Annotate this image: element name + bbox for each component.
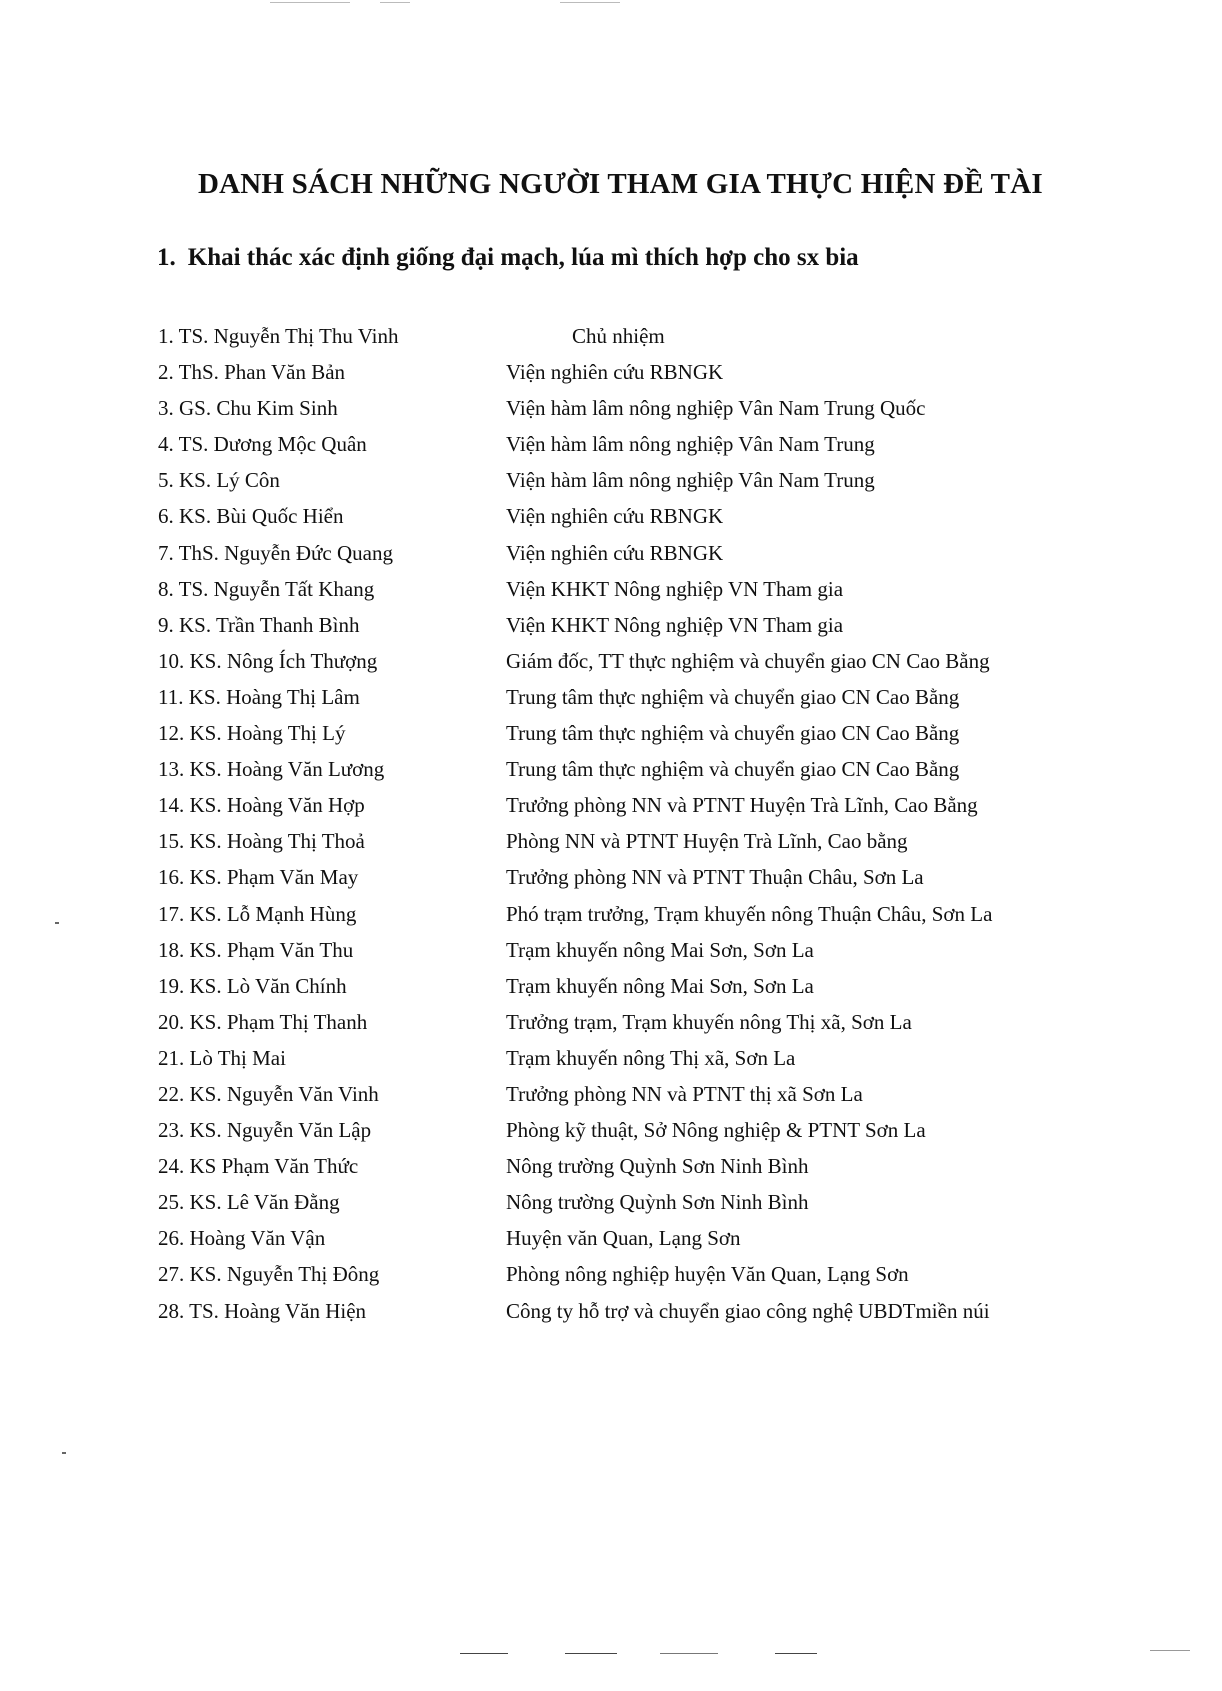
participant-name: 4. TS. Dương Mộc Quân [158, 432, 367, 457]
participant-name: 10. KS. Nông Ích Thượng [158, 648, 378, 673]
participant-row [0, 1220, 1222, 1256]
participant-name: 9. KS. Trần Thanh Bình [158, 612, 360, 637]
participant-role: Viện nghiên cứu RBNGK [506, 504, 724, 529]
participant-name: 8. TS. Nguyễn Tất Khang [158, 576, 375, 601]
participant-role: Trạm khuyến nông Mai Sơn, Sơn La [506, 973, 814, 998]
participant-role: Phòng kỹ thuật, Sở Nông nghiệp & PTNT Sơn La [506, 1118, 926, 1143]
section-number: 1. [157, 244, 176, 271]
participant-role: Trưởng phòng NN và PTNT Thuận Châu, Sơn La [506, 865, 924, 890]
participant-row [0, 1293, 1222, 1329]
participant-row [0, 1256, 1222, 1292]
participant-row [0, 1076, 1222, 1112]
participant-row [0, 896, 1222, 932]
participant-role: Viện nghiên cứu RBNGK [506, 540, 724, 565]
participant-role: Viện KHKT Nông nghiệp VN Tham gia [506, 612, 844, 637]
participant-row [0, 571, 1222, 607]
participant-name: 17. KS. Lỗ Mạnh Hùng [158, 901, 357, 926]
participant-row [0, 1040, 1222, 1076]
participant-name: 11. KS. Hoàng Thị Lâm [158, 684, 360, 709]
participant-name: 23. KS. Nguyễn Văn Lập [158, 1118, 372, 1143]
participant-name: 24. KS Phạm Văn Thức [158, 1154, 359, 1179]
participant-role: Viện KHKT Nông nghiệp VN Tham gia [506, 576, 844, 601]
scan-artifact-bottom [775, 1653, 817, 1654]
participant-row [0, 390, 1222, 426]
participant-name: 26. Hoàng Văn Vận [158, 1226, 326, 1251]
participant-role: Trưởng phòng NN và PTNT Huyện Trà Lĩnh, Cao Bằng [506, 793, 978, 818]
participant-name: 21. Lò Thị Mai [158, 1045, 286, 1070]
participant-name: 2. ThS. Phan Văn Bản [158, 360, 346, 385]
participant-role: Trưởng trạm, Trạm khuyến nông Thị xã, Sơn La [506, 1009, 912, 1034]
participant-role: Viện hàm lâm nông nghiệp Vân Nam Trung [506, 468, 875, 493]
participant-name: 25. KS. Lê Văn Đằng [158, 1190, 340, 1215]
participant-role: Trưởng phòng NN và PTNT thị xã Sơn La [506, 1081, 863, 1106]
participant-name: 20. KS. Phạm Thị Thanh [158, 1009, 368, 1034]
participant-name: 5. KS. Lý Côn [158, 468, 280, 493]
participant-row [0, 1184, 1222, 1220]
scan-artifact-bottom [660, 1653, 718, 1654]
participant-row [0, 932, 1222, 968]
participant-role: Nông trường Quỳnh Sơn Ninh Bình [506, 1154, 809, 1179]
participant-row [0, 823, 1222, 859]
participant-list [0, 318, 1222, 1329]
participant-name: 18. KS. Phạm Văn Thu [158, 937, 354, 962]
participant-name: 7. ThS. Nguyễn Đức Quang [158, 540, 393, 565]
scan-artifact-top [560, 2, 620, 3]
participant-row [0, 426, 1222, 462]
participant-role: Giám đốc, TT thực nghiệm và chuyển giao CN Cao Bằng [506, 648, 990, 673]
participant-role: Trung tâm thực nghiệm và chuyển giao CN Cao Bằng [506, 721, 960, 746]
participant-row [0, 318, 1222, 354]
participant-row [0, 462, 1222, 498]
participant-name: 15. KS. Hoàng Thị Thoả [158, 829, 365, 854]
participant-name: 13. KS. Hoàng Văn Lương [158, 757, 385, 782]
participant-row [0, 607, 1222, 643]
participant-role: Phó trạm trưởng, Trạm khuyến nông Thuận Châu, Sơn La [506, 901, 993, 926]
participant-row [0, 715, 1222, 751]
participant-role: Phòng NN và PTNT Huyện Trà Lĩnh, Cao bằng [506, 829, 908, 854]
participant-row [0, 787, 1222, 823]
scan-artifact-speck [55, 922, 59, 924]
participant-role: Trạm khuyến nông Thị xã, Sơn La [506, 1045, 796, 1070]
participant-role: Trạm khuyến nông Mai Sơn, Sơn La [506, 937, 814, 962]
participant-row [0, 498, 1222, 534]
scan-artifact-top [270, 2, 350, 3]
participant-row [0, 968, 1222, 1004]
participant-role: Trung tâm thực nghiệm và chuyển giao CN Cao Bằng [506, 757, 960, 782]
participant-row [0, 859, 1222, 895]
participant-row [0, 1004, 1222, 1040]
participant-name: 22. KS. Nguyễn Văn Vinh [158, 1081, 379, 1106]
scan-artifact-bottom [1150, 1650, 1190, 1651]
participant-row [0, 1148, 1222, 1184]
participant-name: 28. TS. Hoàng Văn Hiện [158, 1298, 367, 1323]
participant-role: Viện nghiên cứu RBNGK [506, 360, 724, 385]
participant-name: 3. GS. Chu Kim Sinh [158, 396, 338, 421]
participant-role: Nông trường Quỳnh Sơn Ninh Bình [506, 1190, 809, 1215]
scan-artifact-speck [62, 1452, 66, 1454]
participant-role: Huyện văn Quan, Lạng Sơn [506, 1226, 741, 1251]
participant-role: Viện hàm lâm nông nghiệp Vân Nam Trung [506, 432, 875, 457]
participant-role: Chủ nhiệm [572, 324, 665, 348]
participant-role: Viện hàm lâm nông nghiệp Vân Nam Trung Quốc [506, 396, 926, 421]
participant-row [0, 679, 1222, 715]
participant-role: Trung tâm thực nghiệm và chuyển giao CN Cao Bằng [506, 684, 960, 709]
participant-row [0, 1112, 1222, 1148]
participant-name: 14. KS. Hoàng Văn Hợp [158, 793, 365, 818]
participant-name: 1. TS. Nguyễn Thị Thu Vinh [158, 324, 399, 348]
participant-role: Phòng nông nghiệp huyện Văn Quan, Lạng Sơn [506, 1262, 909, 1287]
participant-row [0, 354, 1222, 390]
scan-artifact-bottom [565, 1653, 617, 1654]
participant-row [0, 643, 1222, 679]
participant-role: Công ty hỗ trợ và chuyển giao công nghệ UBDTmiền núi [506, 1298, 990, 1323]
section-heading [157, 244, 859, 272]
participant-name: 6. KS. Bùi Quốc Hiển [158, 504, 344, 529]
page-title: DANH SÁCH NHỮNG NGƯỜI THAM GIA THỰC HIỆN ĐỀ TÀI [198, 168, 1043, 200]
participant-name: 16. KS. Phạm Văn May [158, 865, 359, 890]
participant-row [0, 535, 1222, 571]
scan-artifact-top [380, 2, 410, 3]
scan-artifact-bottom [460, 1653, 508, 1654]
section-heading-text: Khai thác xác định giống đại mạch, lúa mì thích hợp cho sx bia [187, 244, 859, 271]
participant-row [0, 751, 1222, 787]
participant-name: 12. KS. Hoàng Thị Lý [158, 721, 346, 746]
participant-name: 19. KS. Lò Văn Chính [158, 973, 347, 998]
participant-name: 27. KS. Nguyễn Thị Đông [158, 1262, 380, 1287]
